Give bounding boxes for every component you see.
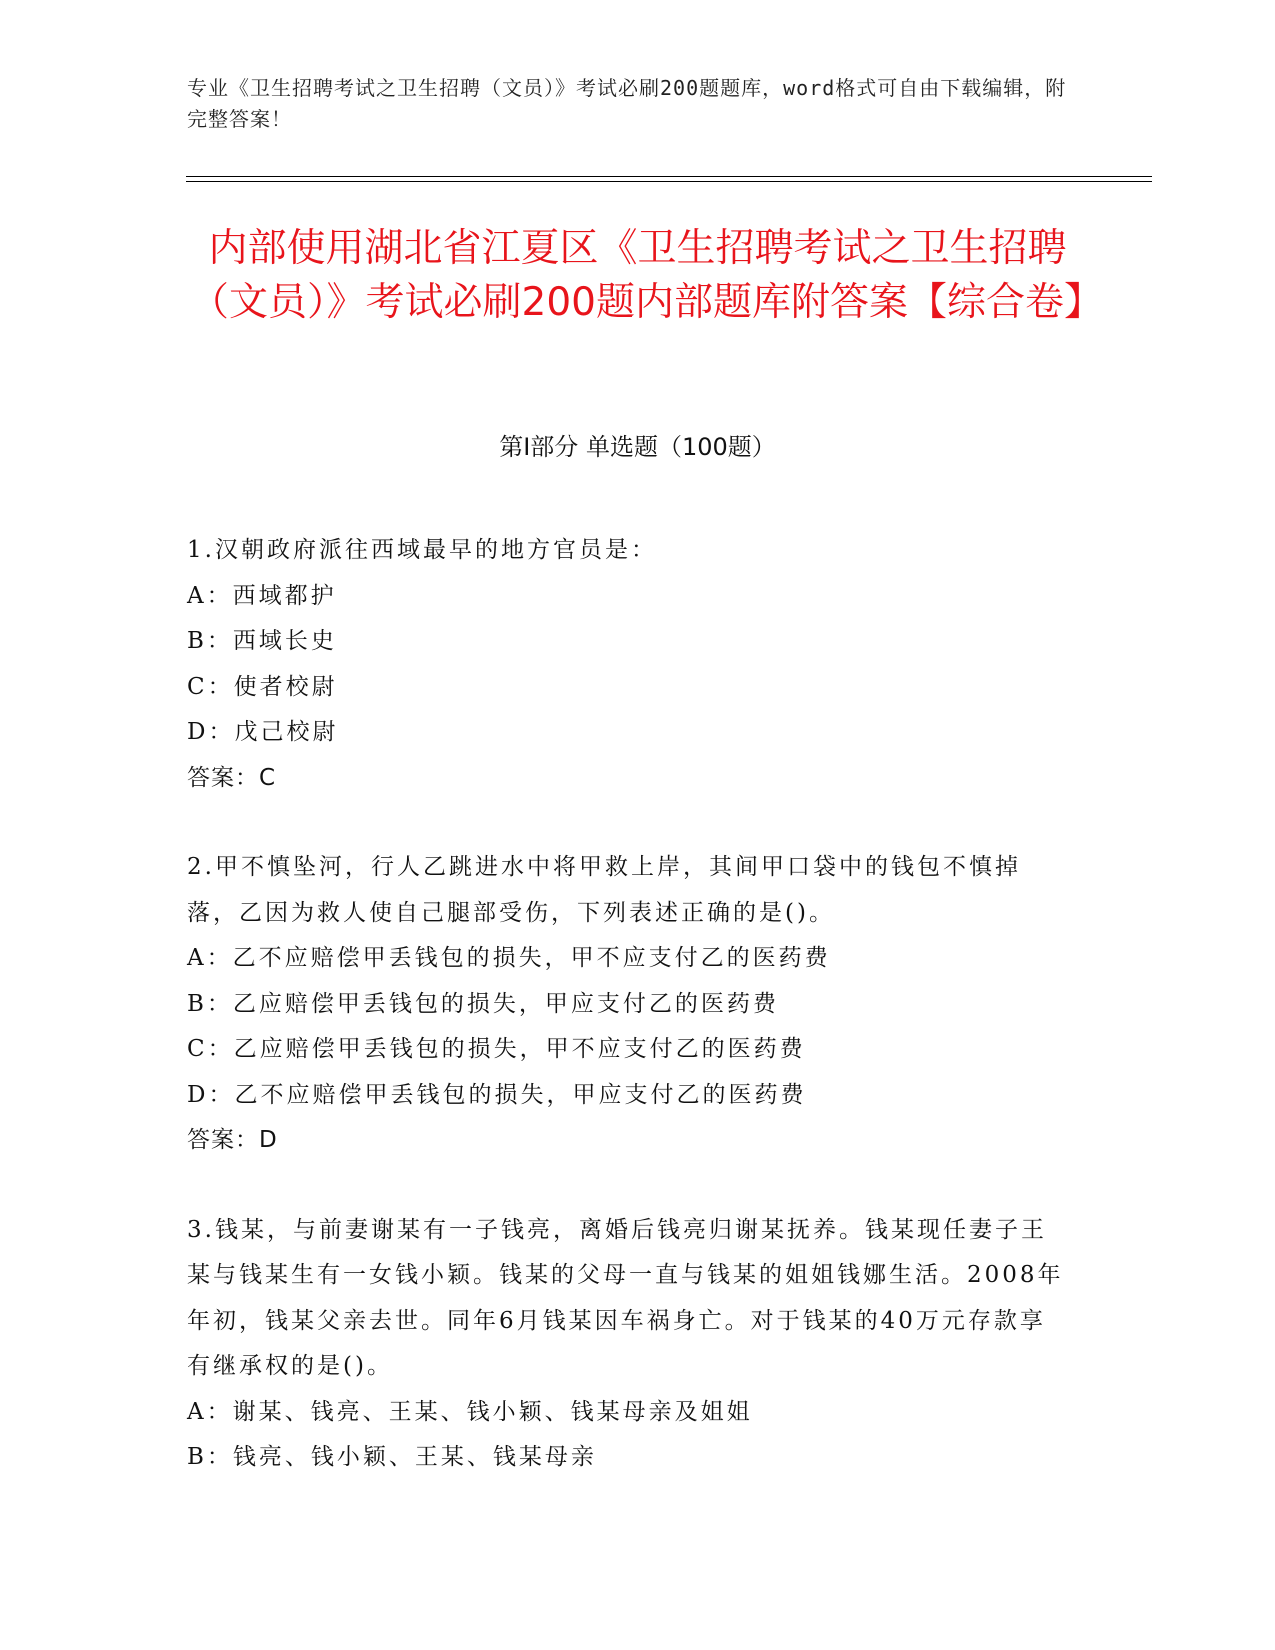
option-d: D：乙不应赔偿甲丢钱包的损失，甲应支付乙的医药费 <box>187 1081 807 1108</box>
question-stem: 3.钱某，与前妻谢某有一子钱亮，离婚后钱亮归谢某抚养。钱某现任妻子王某与钱某生有一女钱小颖。钱某的父母一直与钱某的姐姐钱娜生活。2008年年初，钱某父亲去世。同年6月钱某因车祸身亡。对于钱某的40万元存款享有继承权的是()。 <box>187 1216 1064 1379</box>
header-divider-top <box>186 176 1152 177</box>
option-c: C：使者校尉 <box>187 673 338 700</box>
option-a: A：乙不应赔偿甲丢钱包的损失，甲不应支付乙的医药费 <box>187 945 831 971</box>
header-divider-bottom <box>186 181 1152 182</box>
option-b: B：钱亮、钱小颖、王某、钱某母亲 <box>187 1444 597 1470</box>
option-d: D：戊己校尉 <box>187 719 339 745</box>
document-title: 内部使用湖北省江夏区《卫生招聘考试之卫生招聘（文员）》考试必刷200题内部题库附答案【综合卷】 <box>190 226 1103 325</box>
option-b: B：西域长史 <box>187 628 337 654</box>
option-b: B：乙应赔偿甲丢钱包的损失，甲应支付乙的医药费 <box>187 990 779 1017</box>
question-stem: 1.汉朝政府派往西域最早的地方官员是： <box>187 537 657 563</box>
header-note: 专业《卫生招聘考试之卫生招聘（文员）》考试必刷200题题库，word格式可自由下载编辑，附完整答案！ <box>187 76 1067 131</box>
section-title: 第I部分 单选题（100题） <box>499 433 776 461</box>
answer: 答案：D <box>187 1127 278 1153</box>
question-list <box>187 528 1067 1525</box>
option-a: A：西域都护 <box>187 582 337 609</box>
answer: 答案：C <box>187 764 277 791</box>
option-a: A：谢某、钱亮、王某、钱小颖、钱某母亲及姐姐 <box>187 1398 753 1425</box>
question-stem: 2.甲不慎坠河，行人乙跳进水中将甲救上岸，其间甲口袋中的钱包不慎掉落，乙因为救人使自己腿部受伤，下列表述正确的是()。 <box>187 854 1021 926</box>
question-2 <box>187 845 1067 1164</box>
option-c: C：乙应赔偿甲丢钱包的损失，甲不应支付乙的医药费 <box>187 1036 806 1062</box>
question-3 <box>187 1208 1067 1481</box>
question-1 <box>187 528 1067 801</box>
